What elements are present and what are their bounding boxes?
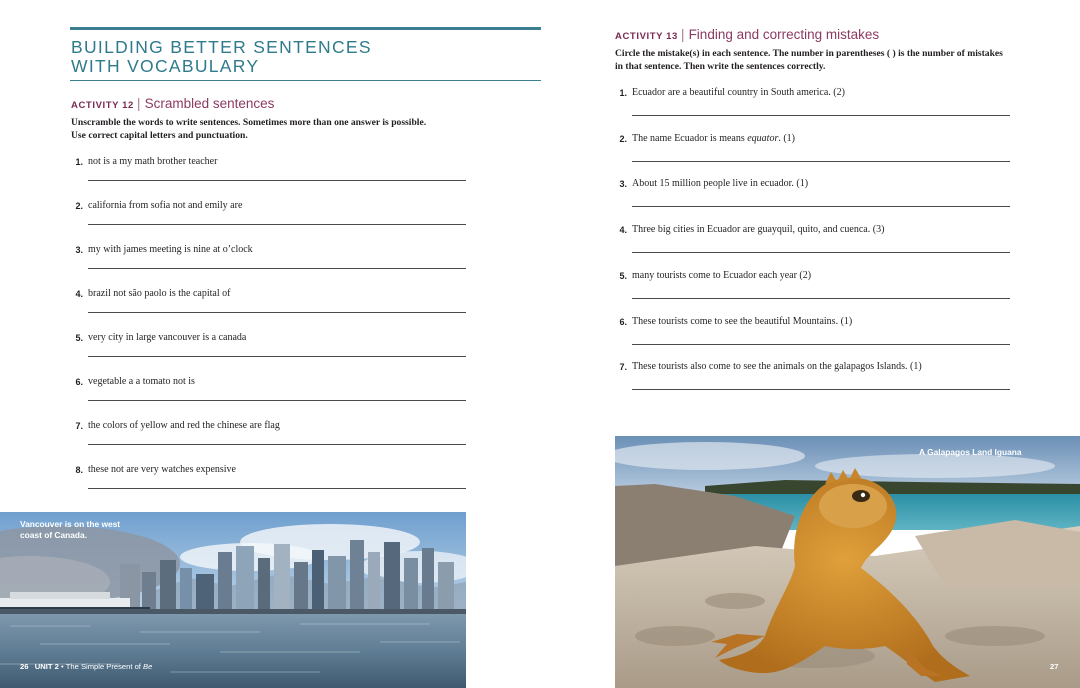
unit-title: The Simple Present of xyxy=(65,662,141,671)
answer-line[interactable] xyxy=(88,488,466,489)
activity-13-title: Finding and correcting mistakes xyxy=(688,27,880,42)
item-text-before: The name Ecuador is means xyxy=(632,133,748,144)
answer-line[interactable] xyxy=(88,312,466,313)
item-number: 1. xyxy=(75,157,83,167)
activity-13-heading xyxy=(615,26,879,44)
item-text: not is a my math brother teacher xyxy=(88,156,218,167)
item-text: very city in large vancouver is a canada xyxy=(88,332,247,343)
answer-line[interactable] xyxy=(632,206,1010,207)
item-text: These tourists also come to see the animals on the galapagos Islands. (1) xyxy=(632,361,922,372)
item-text: my with james meeting is nine at o’clock xyxy=(88,244,253,255)
answer-line[interactable] xyxy=(88,268,466,269)
exercise-item-2 xyxy=(71,201,471,231)
answer-line[interactable] xyxy=(632,344,1010,345)
exercise-item-4 xyxy=(71,289,471,319)
activity-12-label: ACTIVITY 12 xyxy=(71,100,134,111)
item-text: the colors of yellow and red the chinese are flag xyxy=(88,420,280,431)
item-number: 2. xyxy=(619,134,627,144)
item-text: Ecuador are a beautiful country in South america. (2) xyxy=(632,87,845,98)
item-number: 1. xyxy=(619,88,627,98)
item-number: 8. xyxy=(75,465,83,475)
item-text: many tourists come to Ecuador each year (2) xyxy=(632,270,812,281)
item-number: 6. xyxy=(619,317,627,327)
right-page-footer xyxy=(1050,662,1058,671)
activity-13-separator: | xyxy=(680,26,685,42)
iguana-photo xyxy=(615,436,1080,688)
item-text: These tourists come to see the beautiful Mountains. (1) xyxy=(632,316,853,327)
exercise-item-1 xyxy=(71,157,471,187)
item-number: 6. xyxy=(75,377,83,387)
activity-13-label: ACTIVITY 13 xyxy=(615,31,678,42)
exercise-item-5 xyxy=(615,271,1015,301)
item-number: 5. xyxy=(75,333,83,343)
answer-line[interactable] xyxy=(632,298,1010,299)
activity-13-instructions xyxy=(615,48,1075,73)
exercise-item-2 xyxy=(615,134,1015,164)
activity-12-title: Scrambled sentences xyxy=(144,96,275,111)
section-title xyxy=(71,38,541,76)
activity-12-instructions xyxy=(71,117,531,142)
exercise-item-8 xyxy=(71,465,471,495)
item-text: vegetable a a tomato not is xyxy=(88,376,195,387)
exercise-item-3 xyxy=(615,179,1015,209)
answer-line[interactable] xyxy=(632,115,1010,116)
item-text: Three big cities in Ecuador are guayquil, quito, and cuenca. (3) xyxy=(632,224,885,235)
answer-line[interactable] xyxy=(632,161,1010,162)
page-number: 27 xyxy=(1050,662,1059,671)
vancouver-photo-caption xyxy=(20,519,120,541)
exercise-item-1 xyxy=(615,88,1015,118)
item-number: 3. xyxy=(619,179,627,189)
item-text-emphasis: equator xyxy=(747,133,779,144)
item-text: About 15 million people live in ecuador. (1) xyxy=(632,178,809,189)
item-text: these not are very watches expensive xyxy=(88,464,236,475)
iguana-illustration xyxy=(615,436,1080,688)
item-number: 4. xyxy=(619,225,627,235)
item-number: 5. xyxy=(619,271,627,281)
answer-line[interactable] xyxy=(88,400,466,401)
caption-line-2: coast of Canada. xyxy=(20,530,88,540)
top-rule xyxy=(70,27,541,30)
unit-label: UNIT 2 xyxy=(34,662,59,671)
item-number: 7. xyxy=(75,421,83,431)
iguana-photo-caption: A Galapagos Land Iguana xyxy=(919,447,1022,457)
activity-12-separator: | xyxy=(136,95,141,111)
answer-line[interactable] xyxy=(88,444,466,445)
unit-title-be: Be xyxy=(143,662,153,671)
answer-line[interactable] xyxy=(632,252,1010,253)
item-number: 4. xyxy=(75,289,83,299)
footer-bullet: • xyxy=(60,662,64,671)
exercise-item-7 xyxy=(615,362,1015,392)
answer-line[interactable] xyxy=(88,180,466,181)
item-number: 7. xyxy=(619,362,627,372)
exercise-item-6 xyxy=(71,377,471,407)
exercise-item-3 xyxy=(71,245,471,275)
page-number: 26 xyxy=(20,662,29,671)
caption-line-1: Vancouver is on the west xyxy=(20,519,121,529)
item-text: brazil not são paolo is the capital of xyxy=(88,288,231,299)
activity-13-instructions-line-1: Circle the mistake(s) in each sentence. The number in parentheses ( ) is the number of mistakes xyxy=(615,48,1003,59)
activity-12-instructions-line-1: Unscramble the words to write sentences. Sometimes more than one answer is possible. xyxy=(71,117,427,128)
answer-line[interactable] xyxy=(88,356,466,357)
item-text xyxy=(632,133,795,144)
exercise-item-5 xyxy=(71,333,471,363)
activity-12-heading xyxy=(71,95,274,113)
activity-12-instructions-line-2: Use correct capital letters and punctuation. xyxy=(71,129,248,141)
exercise-item-6 xyxy=(615,317,1015,347)
exercise-item-4 xyxy=(615,225,1015,255)
section-title-line-1: BUILDING BETTER SENTENCES xyxy=(71,37,372,57)
answer-line[interactable] xyxy=(632,389,1010,390)
item-number: 2. xyxy=(75,201,83,211)
item-text: california from sofia not and emily are xyxy=(88,200,243,211)
section-title-line-2: WITH VOCABULARY xyxy=(71,56,260,76)
answer-line[interactable] xyxy=(88,224,466,225)
item-number: 3. xyxy=(75,245,83,255)
activity-13-instructions-line-2: in that sentence. Then write the sentences correctly. xyxy=(615,60,826,72)
left-page-footer xyxy=(20,662,152,671)
vancouver-photo xyxy=(0,512,466,688)
exercise-item-7 xyxy=(71,421,471,451)
item-text-after: . (1) xyxy=(778,133,796,144)
title-rule xyxy=(70,80,541,81)
